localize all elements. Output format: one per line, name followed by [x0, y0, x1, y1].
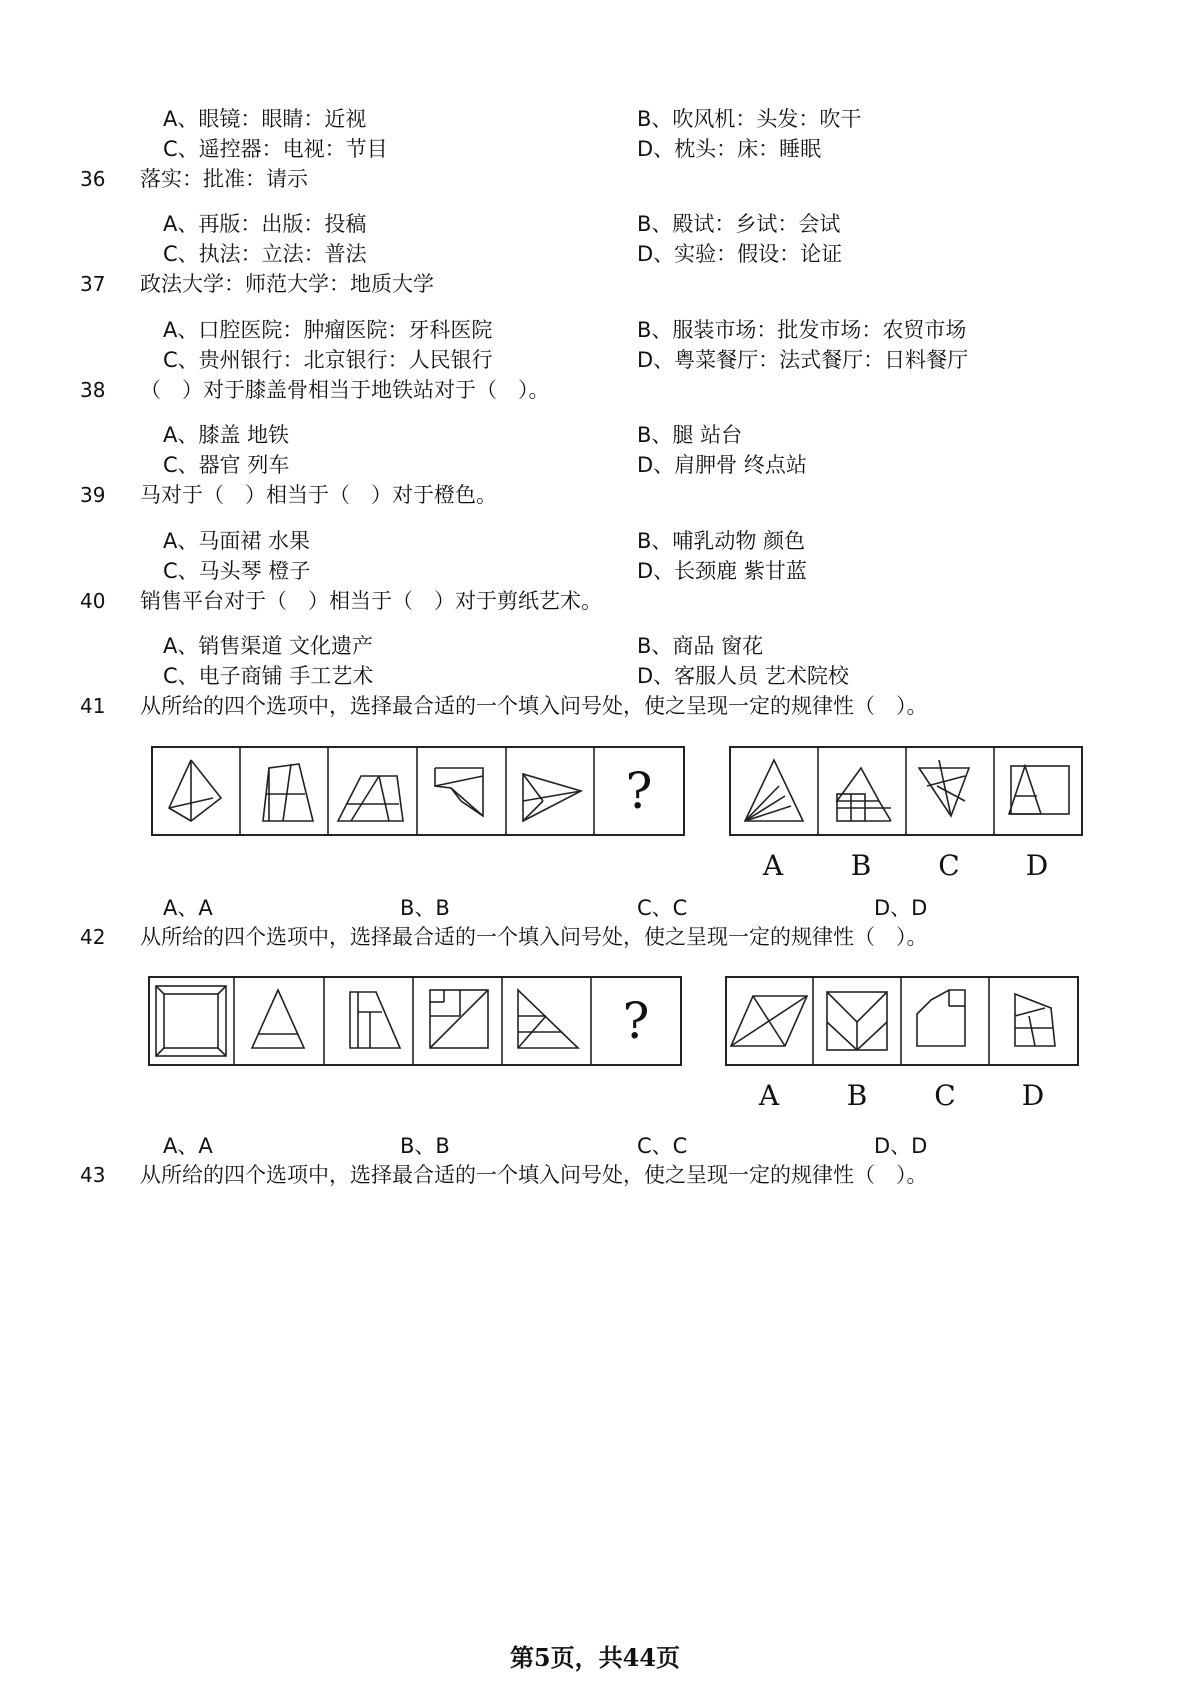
- q41-letter-a: A: [762, 849, 784, 882]
- q42-letter-b: B: [846, 1079, 868, 1112]
- q39-stem: 马对于（ ）相当于（ ）对于橙色。: [140, 483, 497, 507]
- q38-option-c: C、器官 列车: [163, 453, 290, 477]
- q42-letter-d: D: [1021, 1079, 1045, 1112]
- q35-option-a: A、眼镜：眼睛：近视: [163, 107, 367, 131]
- q35-option-b: B、吹风机：头发：吹干: [637, 107, 862, 131]
- q36-option-a: A、再版：出版：投稿: [163, 212, 367, 236]
- q41-option-a: A、A: [163, 896, 213, 920]
- q36-option-d: D、实验：假设：论证: [637, 242, 843, 266]
- q40-number: 40: [80, 589, 106, 613]
- q38-option-d: D、肩胛骨 终点站: [637, 453, 807, 477]
- q42-letter-c: C: [934, 1079, 956, 1112]
- q41-letter-d: D: [1025, 849, 1049, 882]
- q42-sequence-figure: [148, 976, 682, 1066]
- q39-option-c: C、马头琴 橙子: [163, 559, 311, 583]
- q40-option-b: B、商品 窗花: [637, 634, 764, 658]
- q41-options-figure: [729, 746, 1083, 836]
- page-footer: 第5页，共44页: [509, 1643, 681, 1672]
- q42-stem: 从所给的四个选项中，选择最合适的一个填入问号处，使之呈现一定的规律性（ ）。: [140, 925, 928, 949]
- q41-sequence-figure: [151, 746, 685, 836]
- q36-number: 36: [80, 167, 106, 191]
- q40-option-c: C、电子商铺 手工艺术: [163, 664, 374, 688]
- q39-option-a: A、马面裙 水果: [163, 529, 311, 553]
- q42-number: 42: [80, 925, 106, 949]
- q43-number: 43: [80, 1163, 106, 1187]
- q40-stem: 销售平台对于（ ）相当于（ ）对于剪纸艺术。: [140, 589, 602, 613]
- q43-stem: 从所给的四个选项中，选择最合适的一个填入问号处，使之呈现一定的规律性（ ）。: [140, 1163, 928, 1187]
- q41-stem: 从所给的四个选项中，选择最合适的一个填入问号处，使之呈现一定的规律性（ ）。: [140, 694, 928, 718]
- q39-number: 39: [80, 483, 106, 507]
- q42-option-a: A、A: [163, 1134, 213, 1158]
- q42-letter-a: A: [758, 1079, 780, 1112]
- q37-option-b: B、服装市场：批发市场：农贸市场: [637, 318, 967, 342]
- q41-number: 41: [80, 694, 106, 718]
- q42-option-c: C、C: [637, 1134, 688, 1158]
- q39-option-b: B、哺乳动物 颜色: [637, 529, 806, 553]
- q35-option-c: C、遥控器：电视：节目: [163, 137, 388, 161]
- q36-stem: 落实：批准：请示: [140, 167, 308, 191]
- q38-option-a: A、膝盖 地铁: [163, 423, 290, 447]
- q42-option-b: B、B: [400, 1134, 450, 1158]
- q40-option-d: D、客服人员 艺术院校: [637, 664, 849, 688]
- q35-option-d: D、枕头：床：睡眠: [637, 137, 822, 161]
- q41-letter-b: B: [850, 849, 872, 882]
- q42-option-letters: [725, 1079, 1079, 1113]
- q38-option-b: B、腿 站台: [637, 423, 743, 447]
- q41-option-b: B、B: [400, 896, 450, 920]
- q36-option-b: B、殿试：乡试：会试: [637, 212, 841, 236]
- q41-question-mark: ?: [625, 762, 653, 820]
- q38-stem: （ ）对于膝盖骨相当于地铁站对于（ ）。: [140, 378, 550, 402]
- q37-option-d: D、粤菜餐厅：法式餐厅：日料餐厅: [637, 348, 969, 372]
- q41-option-c: C、C: [637, 896, 688, 920]
- q41-option-d: D、D: [874, 896, 928, 920]
- q42-options-figure: [725, 976, 1079, 1066]
- q39-option-d: D、长颈鹿 紫甘蓝: [637, 559, 807, 583]
- q37-option-a: A、口腔医院：肿瘤医院：牙科医院: [163, 318, 493, 342]
- q36-option-c: C、执法：立法：普法: [163, 242, 367, 266]
- q41-option-letters: [729, 849, 1083, 883]
- q38-number: 38: [80, 378, 106, 402]
- q40-option-a: A、销售渠道 文化遗产: [163, 634, 374, 658]
- q37-option-c: C、贵州银行：北京银行：人民银行: [163, 348, 493, 372]
- q42-question-mark: ?: [622, 992, 650, 1050]
- q41-letter-c: C: [938, 849, 960, 882]
- q42-option-d: D、D: [874, 1134, 928, 1158]
- q37-number: 37: [80, 272, 106, 296]
- q37-stem: 政法大学：师范大学：地质大学: [140, 272, 434, 296]
